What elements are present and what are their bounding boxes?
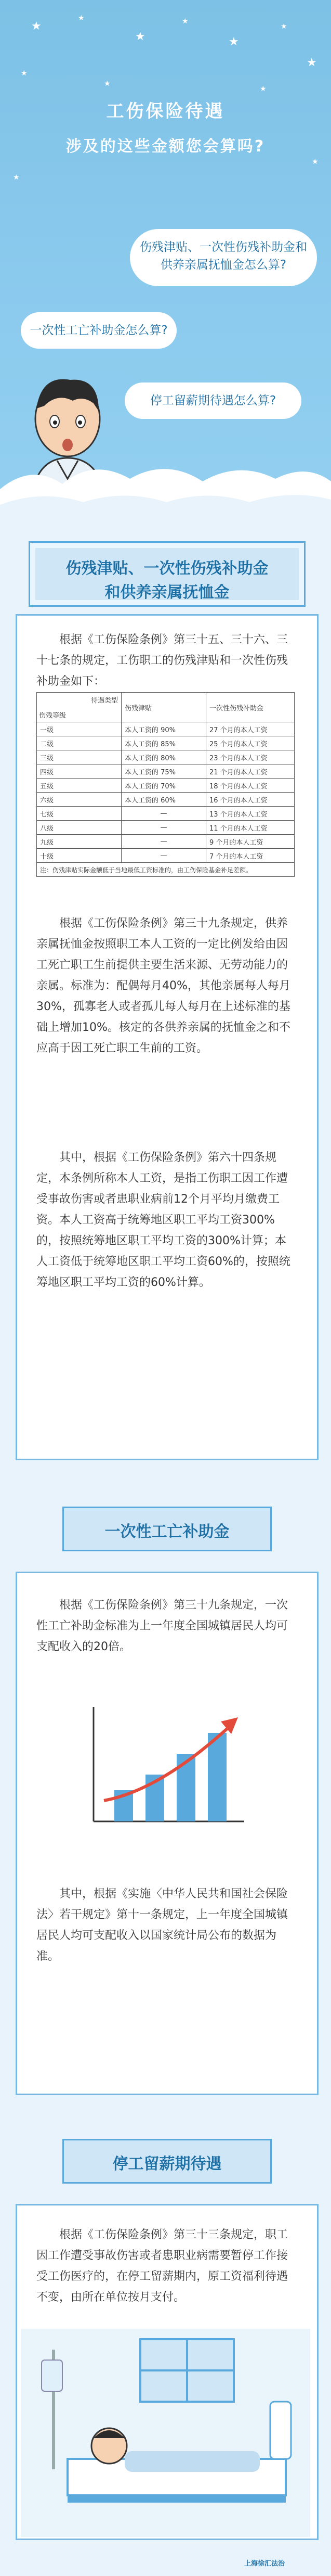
table-row (37, 750, 295, 764)
table-cell: 二级 (37, 736, 122, 750)
table-note-row (37, 863, 295, 877)
table-header-cell: 一次性伤残补助金 (206, 693, 295, 722)
paragraph: 其中，根据《实施〈中华人民共和国社会保险法〉若干规定》第十一条规定，上一年度全国城镇居民人均可支配收入以国家统计局公布的数据为准。 (36, 1888, 288, 1963)
table-cell: 13 个月的本人工资 (206, 807, 295, 821)
table-row (37, 821, 295, 835)
table-row (37, 764, 295, 779)
paragraph: 根据《工伤保险条例》第三十九条规定，供养亲属抚恤金按照职工本人工资的一定比例发给由因工死亡职工生前提供主要生活来源、无劳动能力的亲属。标准为：配偶每月40%，其他亲属每人每月30%，孤寡老人或者孤儿每人每月在上述标准的基础上增加10%。核定的各供养亲属的抚恤金之和不应高于因工死亡职工生前的工资。 (36, 917, 290, 1055)
table-cell: 四级 (37, 764, 122, 779)
section-heading: 和供养亲属抚恤金 (104, 583, 230, 602)
section-heading: 停工留薪期待遇 (112, 2155, 222, 2173)
table-cell: 25 个月的本人工资 (206, 736, 295, 750)
table-note: 注：伤残津贴实际金额低于当地最低工资标准的，由工伤保险基金补足差额。 (37, 863, 295, 877)
table-cell: 9 个月的本人工资 (206, 835, 295, 849)
section-heading-box (62, 2139, 272, 2184)
hospital-room-illustration (21, 2329, 310, 2537)
table-row (37, 722, 295, 736)
table-row (37, 849, 295, 863)
star-icon: ★ (135, 30, 145, 43)
table-header-cell: 伤残津贴 (122, 693, 206, 722)
footer-logo: 上海徐汇法治 (244, 2560, 285, 2568)
star-icon: ★ (13, 173, 20, 182)
table-cell: 八级 (37, 821, 122, 835)
star-icon: ★ (281, 22, 287, 31)
table-header-cell: 伤残等级 (39, 712, 67, 720)
table-cell: 九级 (37, 835, 122, 849)
table-cell: 本人工资的 85% (122, 736, 206, 750)
table-cell: 23 个月的本人工资 (206, 750, 295, 764)
paragraph: 根据《工伤保险条例》第三十九条规定，一次性工亡补助金标准为上一年度全国城镇居民人均可支配收入的20倍。 (36, 1599, 288, 1653)
table-cell: 十级 (37, 849, 122, 863)
question-bubble: 一次性工亡补助金怎么算? (21, 312, 177, 349)
disability-table (36, 692, 295, 877)
star-icon: ★ (229, 35, 239, 48)
table-cell: 11 个月的本人工资 (206, 821, 295, 835)
table-cell: 七级 (37, 807, 122, 821)
question-bubble: 停工留薪期待遇怎么算? (125, 382, 301, 419)
star-icon: ★ (31, 20, 42, 33)
star-icon: ★ (104, 80, 111, 88)
cloud-wave (0, 458, 331, 526)
paragraph: 其中，根据《工伤保险条例》第六十四条规定，本条例所称本人工资，是指工伤职工因工作遭受事故伤害或者患职业病前12个月平均月缴费工资。本人工资高于统筹地区职工平均工资300%的，按照统筹地区职工平均工资的300%计算；本人工资低于统筹地区职工平均工资60%的，按照统筹地区职工平均工资的60%计算。 (36, 1151, 290, 1289)
section-heading: 伤残津贴、一次性伤残补助金 (65, 559, 269, 578)
section-heading-box (62, 1507, 272, 1551)
hero-title: 工伤保险待遇 (106, 101, 225, 122)
star-icon: ★ (260, 85, 267, 93)
paragraph: 根据《工伤保险条例》第三十三条规定，职工因工作遭受事故伤害或者患职业病需要暂停工作接受工伤医疗的，在停工留薪期内，原工资福利待遇不变，由所在单位按月支付。 (36, 2228, 288, 2304)
question-bubble: 伤残津贴、一次性伤残补助金和 供养亲属抚恤金怎么算? (130, 229, 317, 286)
star-icon: ★ (307, 56, 317, 69)
growth-chart-illustration (83, 1702, 249, 1832)
table-row (37, 736, 295, 750)
section-heading: 一次性工亡补助金 (104, 1523, 230, 1541)
table-row (37, 793, 295, 807)
table-cell: 27 个月的本人工资 (206, 722, 295, 736)
table-row (37, 807, 295, 821)
table-cell: — (122, 821, 206, 835)
table-cell: 16 个月的本人工资 (206, 793, 295, 807)
table-cell: — (122, 807, 206, 821)
table-header-row (37, 693, 295, 722)
table-row (37, 779, 295, 793)
section-heading-box (29, 541, 306, 607)
star-icon: ★ (182, 17, 189, 25)
table-cell: 21 个月的本人工资 (206, 764, 295, 779)
table-cell: 六级 (37, 793, 122, 807)
table-cell: 一级 (37, 722, 122, 736)
table-header-cell: 待遇类型 (90, 697, 118, 705)
table-cell: 五级 (37, 779, 122, 793)
table-cell: — (122, 835, 206, 849)
star-icon: ★ (21, 69, 28, 78)
table-cell: 本人工资的 75% (122, 764, 206, 779)
hero-subtitle: 涉及的这些金额您会算吗? (65, 137, 266, 156)
table-row (37, 835, 295, 849)
table-cell: 本人工资的 90% (122, 722, 206, 736)
table-cell: 本人工资的 70% (122, 779, 206, 793)
paragraph: 根据《工伤保险条例》第三十五、三十六、三十七条的规定，工伤职工的伤残津贴和一次性伤残补助金如下： (36, 633, 288, 688)
table-cell: 18 个月的本人工资 (206, 779, 295, 793)
table-cell: 本人工资的 80% (122, 750, 206, 764)
table-cell: 7 个月的本人工资 (206, 849, 295, 863)
hero-banner (0, 0, 331, 526)
star-icon: ★ (78, 14, 85, 22)
table-cell: 三级 (37, 750, 122, 764)
table-cell: 本人工资的 60% (122, 793, 206, 807)
star-icon: ★ (312, 158, 319, 166)
table-cell: — (122, 849, 206, 863)
